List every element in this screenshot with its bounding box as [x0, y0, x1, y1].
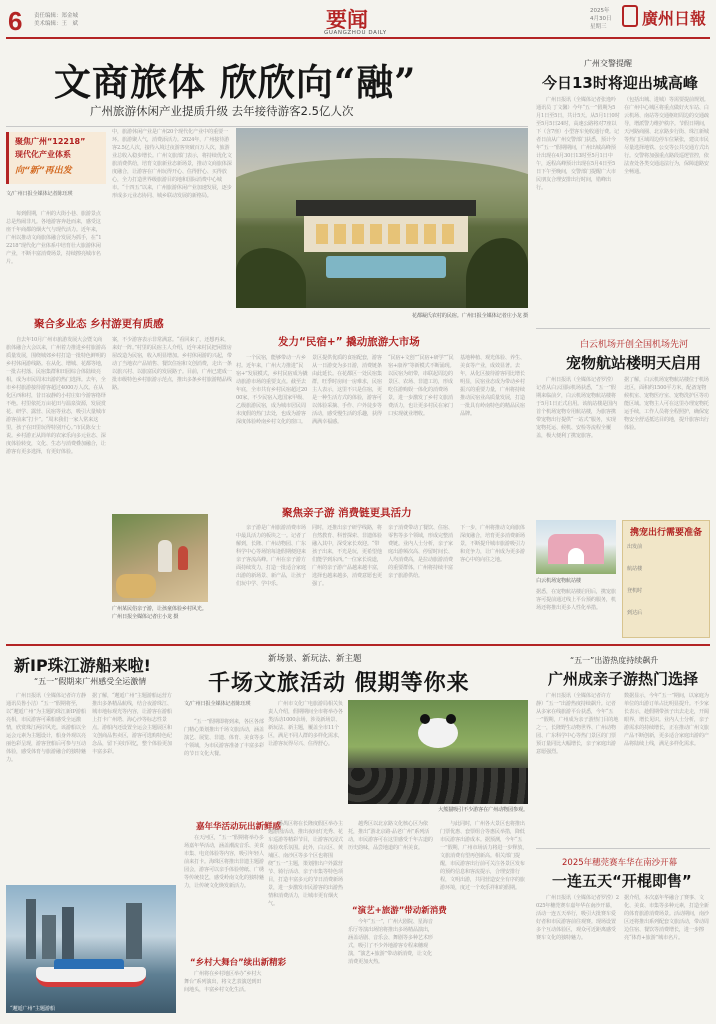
bottom-right-body-a: 广州日报讯（全媒体记者许方静）“五一”出游热度持续飙升。记者从多家在线旅游平台获悉，今年“五一”假期，广州成为亲子游热门目的地之一，长隆野生动物世界、广州动物园、广东科学中心等热门景区的门票预订量同比大幅增长，亲子家庭出游意愿强烈。: [536, 693, 619, 755]
villa-windows: [316, 224, 456, 244]
sub-head-1: 聚合多业态 乡村游更有质感: [34, 318, 164, 330]
garden-trees: [236, 248, 306, 308]
pet-tip-4: 到达后: [627, 610, 642, 616]
section2-body-a: 一个民宿，能够带动一片乡村。近年来，广州大力推进“民宿+”发展模式，乡村民宿成为撬动旅游市场的重要支点。截至去年底，全市共有乡村民宿超过2000家，不少民宿入选国家甲级、乙级旅游民宿，成为城市居民周末度假的热门去处，也成为游客深度体验岭南乡村文化的窗口。: [236, 355, 308, 425]
right-top-title: 今日13时将迎出城高峰: [542, 74, 698, 92]
date-line-3: 星期三: [590, 24, 607, 30]
pet-tip-1: 出发前: [627, 544, 642, 550]
section2-body-d: 基地种植、观光体验、养生、美食等产业，成效显著。去年，从化区接待游客同比增长明显，民宿业态成为带动乡村振兴的重要力量，广州将持续推动民宿业高质量发展，打造一批具有岭南特色的精品民宿品牌。: [460, 355, 525, 417]
section3-body-c: 亲子消费带动了餐饮、住宿、零售等多个领域，形成完整消费链。业内人士分析，亲子家庭出游频次高、停留时间长、人均消费高，是拉动旅游消费的重要群体，广州将持续丰富亲子旅游供给。: [388, 525, 453, 579]
bottom-center-body-f: 越秀区以北京路文化核心区为依托，推出“游北京路·品老广州”系列活动，市民游客可在这里感受千年古道的历史韵味，品尝地道的广州美食。: [348, 821, 433, 851]
bottom-center-kicker: 新场景、新玩法、新主题: [268, 654, 362, 664]
right-top-body-b: （包括出城、进城）等需要提前规划。在广州中心城区将重点做好火车站、白云机场、南站等交通枢纽周边的交通疏导，增派警力维护秩序。节假日期间，天河路商圈、北京路步行街、珠江新城等热门区域周边停车位紧张，建议市民尽量选择地铁、公交等公共交通方式出行。交警将加强重点路段巡逻管控，依法查处各类交通违法行为，保障道路安全畅通。: [624, 97, 709, 175]
bottom-center-byline: 文/广州日报全媒体记者陈珏瑛: [184, 701, 251, 707]
bottom-right-kicker-2: 2025年穗莞赛车华在南沙开幕: [562, 858, 678, 868]
byline: 文/广州日报全媒体记者陈珏瑛: [6, 191, 73, 197]
bottom-center-body-c: 在天河区，“五一”假期将举办多场嘉年华活动，涵盖潮流音乐、美食市集、电竞体验等内容，吸引年轻人前来打卡。海珠区将推出非遗主题游园会，游客可以亲手体验剪纸、广绣等传统技艺，感受岭南文化的独特魅力，让传统文化焕发新活力。: [184, 835, 264, 889]
bottom-left-body-b: 据了解，“邂逅广州”主题游船运营方推出多条精品航线，结合夜游珠江、城市地标观光等内容，让游客在游船上打卡广州塔、海心沙等标志性景点。游船内还设置全运会主题展区和文创商品售卖区，游客可选购特色纪念品，留下美好回忆，整个体验更加丰富多彩。: [92, 693, 172, 755]
series-line-1: 聚焦广州“12218”: [15, 137, 86, 146]
bottom-right-kicker: “五一”出游热度持续飙升: [570, 656, 659, 665]
right-top-body-a: 广州日报讯（全媒体记者张逸吟 通讯员 丁文馨）今年“五一”假期为5月1日至5日，共计5天。从5月1日0时至5月5日24时，高速公路将对7座以下（含7座）小型客车免收通行费。记者日前从广州交警部门获悉，预计今年“五一”假期期间，广州出城高峰预计出现在4月30日13时至5月1日中午，返程高峰预计出现在5月4日至5日下午至晚间，交警部门提醒广大市民朋友合理安排出行时间，错峰出行。: [536, 97, 620, 191]
right-mid-body-b: 据了解，白云机场宠物航站楼位于机场北区，面积约1500平方米，配备宠物候机室、宠物医疗室、宠物洗护区等功能区域。宠物主人可在这里办理宠物托运手续，工作人员将全程照护，确保宠物安全舒适抵达目的地，提升旅客出行体验。: [624, 377, 709, 431]
section3-body-a: 亲子游是广州旅游消费市场中最具活力的板块之一。记者了解到，长隆、广州动物园、广东科学中心等场馆每逢假期便迎来亲子客流高峰。广州在亲子游方面持续发力，打造一批适合家庭出游的新场景、新产品，让孩子们玩中学、学中乐。: [236, 525, 306, 587]
main-subheadline: 广州旅游休闲产业提质升级 去年接待游客2.5亿人次: [90, 104, 354, 118]
bottom-center-body-h: 与此同时，广州各大景区也将推出门票优惠、套票组合等惠民举措，降低市民游客出游成本。据预测，今年“五一”假期，广州市场活力将进一步释放，文旅消费有望再创新高。相关部门提醒，市民游客出行前可关注各景区发布的预约信息和客流提示，合理安排行程，文明出游，共同营造安全有序的旅游环境，度过一个欢乐祥和的假期。: [440, 821, 528, 891]
sub-head-2: 发力“民宿+” 撬动旅游大市场: [278, 336, 420, 348]
main-headline: 文商旅体 欣欣向“融”: [54, 60, 417, 104]
section3-body-d: 下一步，广州将推动文商旅体深度融合，培育更多消费新场景，不断提升城市旅游吸引力和竞争力，让广州成为更多游客心中的向往之地。: [460, 525, 525, 563]
villa-roof: [296, 200, 476, 216]
bottom-left-title: 新IP珠江游船来啦!: [14, 656, 151, 675]
right-mid-body-a: 广州日报讯（全媒体记者罗滢）记者从白云国际机场获悉，“五一”假期来临前夕，白云机场宠物航站楼将于5月1日正式启用。该航站楼是国内首个机场宠物专用航站楼，为旅客携带宠物出行提供“一站式”服务，实现宠物托运、候机、安检等流程全覆盖，极大便利了携宠旅客。: [536, 377, 618, 439]
panda-ear-left: [420, 714, 430, 724]
bottom-right-body-b: 数据显示，今年“五一”期间，以家庭为单位的出游订单占比明显提升。不少家长表示，趁假期带孩子出去走走，开阔眼界，增长见识。业内人士分析，亲子游需求的持续增长，正在推动广州文旅产品不断创新，更多适合家庭出游的产品将陆续上线，满足多样化需求。: [624, 693, 709, 747]
main-photo: [236, 128, 528, 308]
bottom-center-title: 千场文旅活动 假期等你来: [208, 671, 470, 696]
skyline-tower-2: [42, 915, 56, 959]
pet-terminal-photo: [536, 520, 616, 574]
pet-tip-2: 航站楼: [627, 566, 642, 572]
pet-tips-title: 携宠出行需要准备: [629, 528, 702, 538]
bottom-center-body-a: “五一”假期即将到来，各区各部门精心策划推出千场文旅活动，涵盖演艺、展览、非遗、体育、美食等多个领域，为市民游客准备了丰富多彩的节日文化大餐。: [184, 719, 264, 757]
bottom-right-title: 广州成亲子游热门选择: [548, 670, 699, 688]
right-top-kicker: 广州交警提醒: [584, 59, 632, 68]
series-line-2: 现代化产业体系: [15, 150, 71, 159]
kids-photo: [112, 514, 208, 602]
terminal-door: [568, 548, 584, 564]
right-mid-title: 宠物航站楼明天启用: [566, 354, 702, 372]
child-figure-2: [178, 546, 188, 570]
skyline-tower-3: [62, 907, 74, 959]
pet-tip-3: 登机时: [627, 588, 642, 594]
headline-divider: [6, 126, 528, 127]
child-figure-1: [158, 540, 172, 572]
pet-tips-box: [622, 520, 710, 638]
page-number: 6: [8, 6, 23, 36]
masthead: [0, 0, 716, 42]
sub-head-3: 聚焦亲子游 消费链更具活力: [282, 507, 412, 519]
bottom-center-body-e: 番禺区将在长隆度假区举办主题游园活动，推出夜间灯光秀、花车巡游等精彩节目，让游客沉浸式体验欢乐氛围。此外，白云区、黄埔区、南沙区等多个区也将围绕“五一”主题，策划推出户外露营节、骑行活动、亲子市集等特色项目，打造丰富多元的节日消费新场景，进一步激发市民游客的出游热情和消费活力，让城市更有烟火气。: [268, 821, 343, 907]
section2-body-b: 景区提供优质的食宿配套，游客从一日游变为多日游，消费链条由此延长。在花都区一处民宿集群，旺季时房间一房难求，民宿主人表示，这里不只是住宿，更是一种生活方式的体验，游客可以体验采摘、手作、户外徒步等活动，感受慢生活的乐趣，获得满满幸福感。: [312, 355, 382, 425]
right-mid-kicker: 白云机场开创全国机场先河: [580, 340, 689, 350]
editor-credit-1: 责任编辑：郑金城: [34, 13, 79, 19]
pool: [326, 256, 446, 278]
river-cruise-photo: [6, 885, 176, 1013]
series-line-3: 向“新”再出发: [15, 166, 72, 176]
logo-text: 廣州日報: [642, 9, 707, 28]
bottom-center-body-d: 广州将在乡村地区举办“乡村大舞台”系列演出，将文艺表演送到田间地头，丰富乡村文化生活。: [184, 971, 262, 993]
bottom-right-body-c: 广州日报讯（全媒体记者罗滢）2025年穗莞赛车嘉年华在南沙开幕，活动一连五天举行，吸引大批赛车爱好者和市民游客前往观赛。现场设置多个互动体验区，观众可近距离感受赛车文化的独特魅力。: [536, 895, 619, 941]
bottom-right-body-d: 据介绍，本次嘉年华融合了赛事、文化、美食、市集等多种元素，打造全新的体育旅游消费场景。活动期间，南沙区还将推出系列配套文旅活动，带动周边住宿、餐饮等消费增长，进一步擦亮“体育+旅游”城市名片。: [624, 895, 709, 941]
crowd-silhouettes: [348, 768, 528, 804]
date-line-1: 2025年: [590, 8, 610, 14]
section-title: 要闻: [326, 7, 368, 32]
cruise-boat-deck: [54, 959, 124, 969]
date-line-2: 4月30日: [590, 16, 612, 22]
series-box: [6, 132, 106, 184]
section1-body-b: 案，不少游客表示非常满意。“看回来了，还想再来，来好一阵。”村里的民宿主人介绍，近年来村民把闲置房屋改造为民宿，收入明显增加。乡村休闲游的兴起，带动了当地农产品销售、餐饮住宿和文创消费，走出一条以旅兴村、以旅富民的发展路子。目前，广州已建成一批市级特色乡村旅游示范点，推出多条乡村旅游精品线路。: [112, 337, 232, 391]
right-top-divider: [536, 328, 710, 329]
section3-body-b: 同时，还推出亲子研学线路，将自然教育、科普探索、非遗体验融入其中，深受家长欢迎。“带孩子出来，不光是玩，更希望他们能学到东西。”一位家长说道，广州的亲子游产品越来越丰富，选择也越来越多，消费意愿也更强了。: [312, 525, 382, 587]
bottom-center-sub-2: “乡村大舞台”续出新精彩: [190, 958, 287, 968]
bottom-left-subtitle: “五一”假期来广州感受全运激情: [34, 677, 147, 686]
skyline-tower-4: [126, 903, 142, 959]
section2-body-c: “民宿+文创”“民宿+研学”“民宿+康养”等新模式不断涌现。以民宿为纽带，串联起周边的景区、农场、非遗工坊，形成吃住游购娱一体化的消费场景，进一步激发了乡村文旅消费活力，也让更多村民在家门口实现就业增收。: [388, 355, 455, 417]
cruise-boat: [36, 967, 146, 987]
panda-ear-right: [446, 714, 456, 724]
bottom-center-sub-3: “演艺+旅游”带动新消费: [352, 906, 447, 916]
kids-photo-caption: 广州某民俗亲子游，让孩童体验乡村风光。广州日报全媒体记者庄小龙 摄: [112, 606, 207, 620]
panda-photo: [348, 700, 528, 804]
lead-body-1: 每到假期，广州的大街小巷、旅游景点总是热闹非凡。各地游客奔赴而来，感受这座千年商都的烟火气与现代活力。近年来，广州以推动文商旅体融合发展为抓手，在“12218”现代化产业体系中培育壮大旅游休闲产业，不断丰富消费场景，持续擦亮城市名片。: [6, 211, 102, 265]
right-mid-body-c: 据悉，在宠物航站楼启用后，携宠旅客可提前通过线上平台预约服务，机场还将推出更多人性化举措。: [536, 589, 616, 611]
panda-photo-caption: 大熊猫吸引不少游客在广州动物园参观。: [438, 807, 528, 813]
river-cruise-caption: “邂逅广州”主题游船: [10, 1006, 55, 1012]
bottom-right-divider: [536, 848, 710, 849]
bottom-center-body-b: 广州市文化广电旅游局相关负责人介绍，假期期间全市将举办各类活动1000余场，涉及新场景、新玩法、新主题，覆盖全市11个区，满足不同人群的多样化需求，让游客玩得尽兴、住得舒心。: [268, 701, 343, 747]
skyline-tower-1: [26, 899, 36, 959]
main-photo-caption: 花都凝氏农村的民宿。广州日报全媒体记者庄小龙 摄: [411, 313, 528, 319]
hay-bale: [116, 574, 156, 598]
bottom-right-title-2: 一连五天“开棍即售”: [552, 872, 692, 890]
bottom-center-sub-1: 嘉年华活动玩出新鲜感: [196, 822, 282, 832]
logo-emblem-icon: [622, 5, 638, 27]
garden-trees-right: [466, 238, 528, 308]
bottom-center-body-g: 今年“五一”，广州大剧院、星海音乐厅等演出场馆将推出多场精品演出，涵盖话剧、音乐会、舞剧等多种艺术形式，吸引了不少外地游客专程来穗观演，“演艺+旅游”带动新消费，让文化消费更加火热。: [348, 919, 433, 965]
editor-credit-2: 美术编辑：王 斌: [34, 21, 79, 27]
pet-terminal-caption: 白云机场宠物航站楼: [536, 578, 581, 584]
page-fold-divider: [6, 644, 710, 646]
section1-body-a: 自去年10月广州市旅游发展大会暨文商旅体融合大会以来，广州着力推进乡村旅游高质量发展，围绕城郊乡村打造一批特色鲜明的乡村休闲游线路。在从化、增城、花都等地，一批古村落、民宿集群和田园综合体陆续亮相，成为市民周末出游的热门选择。去年，全市乡村旅游接待游客超过4000万人次。在从化区西和村，昔日寂静的小村庄如今游客络绎不绝。村里依托万亩花田与温泉资源，发展赏花、研学、露营、民宿等业态，吸引大量城市游客前来“打卡”。“周末我们一家人常来这里，孩子在田里玩得特别开心。”市民陈女士说。乡村游正从简单的农家乐向多元业态、深度体验转变，文化、生态与消费叠加融合，让游客有更多选择，有更好体验。: [6, 337, 106, 455]
lead-body-2: 中，旅游休闲产业是广州20个现代化产业中的重要一环。旅游聚人气，消费添活力。2024年，广州接待游客2.5亿人次，接待入境过夜游客突破百万人次，旅游业总收入稳步增长。广州文旅部门表示，将持续优化文旅消费供给，培育文旅新业态新场景，推动文商旅体深度融合，让游客在广州玩得开心、住得舒心、买得放心，全力打造世界级旅游目的地和国际消费中心城市。“十四五”以来，广州旅游休闲产业加速发展，逐步形成多元业态协同、城乡联动发展的新格局。: [112, 129, 232, 199]
paper-name-en: GUANGZHOU DAILY: [324, 30, 387, 36]
masthead-rule: [6, 37, 710, 39]
bottom-left-body-a: 广州日报讯（全媒体记者许方静 通讯员鲁小洁）“五一”假期将至，以“邂逅广州”为主题的珠江新IP游船亮相，市民游客可乘船感受全运激情，欣赏珠江两岸风光。该游船以全运会元素为主题设计，船身外观以亮丽色彩呈现，游客登船后可参与互动体验，感受体育与旅游融合的独特魅力。: [6, 693, 86, 763]
